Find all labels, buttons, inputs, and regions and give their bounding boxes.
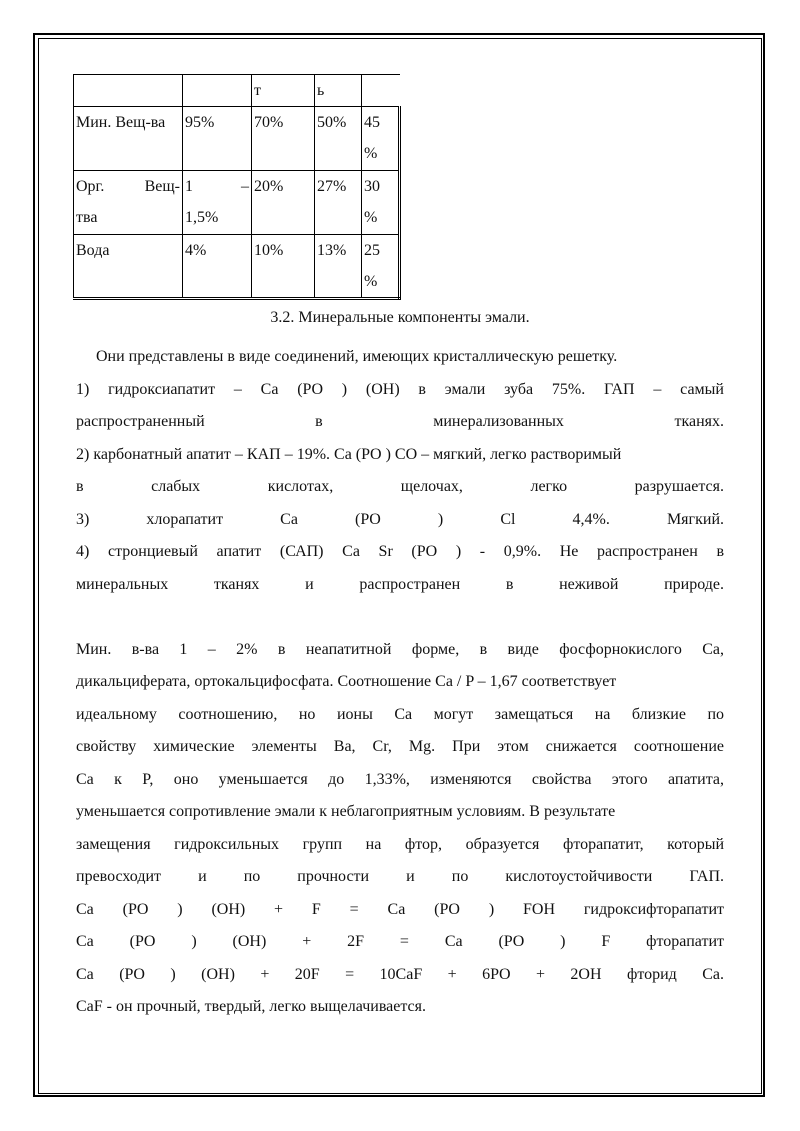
paragraph-line: минеральных тканях и распространен в неживой природе. bbox=[76, 575, 724, 593]
paragraph-line: Мин. в-ва 1 – 2% в неапатитной форме, в виде фосфорнокислого Ca, bbox=[76, 640, 724, 658]
table-cell bbox=[315, 107, 362, 171]
table-row bbox=[74, 235, 400, 299]
paragraph-line: замещения гидроксильных групп на фтор, образуется фторапатит, который bbox=[76, 835, 724, 853]
table-cell bbox=[252, 107, 315, 171]
table-cell bbox=[315, 235, 362, 299]
formula-line: Ca (PO ) (OH) + F = Ca (PO ) FOH гидроксифторапатит bbox=[76, 900, 724, 918]
table-cell bbox=[362, 235, 400, 299]
cell-text: Орг. Вещ- bbox=[76, 178, 180, 195]
cell-text: 70% bbox=[254, 114, 284, 131]
cell-text: 50% bbox=[317, 114, 347, 131]
cell-text: 10% bbox=[254, 242, 284, 259]
composition-table bbox=[73, 74, 401, 300]
cell-text: 20% bbox=[254, 178, 284, 195]
paragraph-line: CaF - он прочный, твердый, легко выщелачивается. bbox=[76, 998, 427, 1015]
paragraph-line: превосходит и по прочности и по кислотоустойчивости ГАП. bbox=[76, 868, 724, 885]
paragraph-line: 2) карбонатный апатит – КАП – 19%. Ca (PO ) CO – мягкий, легко растворимый bbox=[76, 445, 622, 463]
header-cell bbox=[183, 75, 252, 107]
table-cell bbox=[362, 171, 400, 235]
header-cell: ь bbox=[315, 75, 362, 107]
cell-text: Вода bbox=[76, 242, 110, 259]
paragraph-line: дикальциферата, ортокальцифосфата. Соотношение Ca / P – 1,67 соответствует bbox=[76, 673, 617, 690]
cell-text: Мин. Вещ-ва bbox=[76, 114, 166, 131]
paragraph-line: 3) хлорапатит Ca (PO ) Cl 4,4%. Мягкий. bbox=[76, 510, 724, 528]
section-caption: 3.2. Минеральные компоненты эмали. bbox=[270, 309, 530, 326]
cell-text: 30 bbox=[364, 178, 380, 195]
table-cell bbox=[252, 171, 315, 235]
paragraph-line: свойству химические элементы Ba, Cr, Mg. При этом снижается соотношение bbox=[76, 738, 724, 755]
cell-text: % bbox=[364, 145, 378, 162]
cell-text: % bbox=[364, 273, 378, 290]
table-cell bbox=[252, 235, 315, 299]
cell-text: 1,5% bbox=[185, 209, 219, 226]
blank-line bbox=[76, 601, 724, 634]
paragraph-line: идеальному соотношению, но ионы Ca могут замещаться на близкие по bbox=[76, 705, 724, 723]
table-cell bbox=[183, 171, 252, 235]
table-header-row bbox=[74, 75, 400, 107]
table-row bbox=[74, 171, 400, 235]
cell-text: 1 – bbox=[185, 178, 249, 195]
header-cell: т bbox=[252, 75, 315, 107]
cell-text: % bbox=[364, 209, 378, 226]
row-label bbox=[74, 235, 183, 299]
paragraph-line: 4) стронциевый апатит (САП) Ca Sr (PO ) - 0,9%. Не распространен в bbox=[76, 543, 724, 560]
table-cell bbox=[315, 171, 362, 235]
paragraph-line: Они представлены в виде соединений, имеющих кристаллическую решетку. bbox=[96, 348, 618, 365]
body-text bbox=[76, 341, 724, 1024]
table-row bbox=[74, 107, 400, 171]
paragraph-line: Ca к P, оно уменьшается до 1,33%, изменяются свойства этого апатита, bbox=[76, 770, 724, 788]
cell-text: 45 bbox=[364, 114, 380, 131]
cell-text: 4% bbox=[185, 242, 207, 259]
cell-text: 27% bbox=[317, 178, 347, 195]
cell-text: 95% bbox=[185, 114, 215, 131]
row-label bbox=[74, 107, 183, 171]
cell-text: 25 bbox=[364, 242, 380, 259]
paragraph-line: 1) гидроксиапатит – Ca (PO ) (OH) в эмали зуба 75%. ГАП – самый bbox=[76, 380, 724, 398]
table-cell bbox=[183, 235, 252, 299]
formula-line: Ca (PO ) (OH) + 2F = Ca (PO ) F фторапатит bbox=[76, 933, 724, 950]
cell-text: 13% bbox=[317, 242, 347, 259]
paragraph-line: распространенный в минерализованных тканях. bbox=[76, 413, 724, 430]
paragraph-line: уменьшается сопротивление эмали к неблагоприятным условиям. В результате bbox=[76, 803, 616, 820]
header-cell bbox=[362, 75, 400, 107]
formula-line: Ca (PO ) (OH) + 20F = 10CaF + 6PO + 2OH фторид Ca. bbox=[76, 965, 724, 983]
table-cell bbox=[362, 107, 400, 171]
row-label bbox=[74, 171, 183, 235]
header-cell bbox=[74, 75, 183, 107]
cell-text: тва bbox=[76, 209, 98, 226]
table-cell bbox=[183, 107, 252, 171]
paragraph-line: в слабых кислотах, щелочах, легко разрушается. bbox=[76, 478, 724, 495]
